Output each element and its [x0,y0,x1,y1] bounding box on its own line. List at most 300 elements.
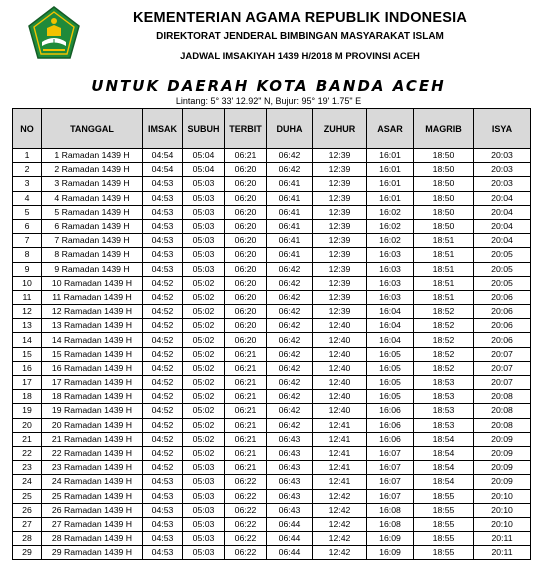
cell-isya: 20:03 [474,149,531,163]
table-row [13,305,531,319]
cell-duha: 06:43 [267,461,313,475]
cell-magrib: 18:53 [414,376,474,390]
cell-duha: 06:42 [267,149,313,163]
cell-no: 12 [13,305,42,319]
cell-subuh: 05:02 [183,404,225,418]
cell-no: 25 [13,489,42,503]
cell-subuh: 05:02 [183,418,225,432]
cell-duha: 06:44 [267,532,313,546]
cell-terbit: 06:22 [225,517,267,531]
cell-duha: 06:43 [267,489,313,503]
table-header-row [13,109,531,149]
table-row [13,517,531,531]
schedule-title: JADWAL IMSAKIYAH 1439 H/2018 M PROVINSI ACEH [180,51,420,62]
cell-terbit: 06:21 [225,461,267,475]
cell-isya: 20:09 [474,475,531,489]
cell-imsak: 04:54 [143,149,183,163]
table-row [13,432,531,446]
cell-date: 8 Ramadan 1439 H [42,248,143,262]
cell-subuh: 05:03 [183,177,225,191]
cell-asar: 16:09 [367,546,414,560]
cell-date: 1 Ramadan 1439 H [42,149,143,163]
cell-zuhur: 12:39 [313,305,367,319]
cell-imsak: 04:52 [143,446,183,460]
cell-magrib: 18:52 [414,305,474,319]
cell-isya: 20:04 [474,234,531,248]
cell-imsak: 04:52 [143,432,183,446]
cell-subuh: 05:04 [183,163,225,177]
column-header-terbit: TERBIT [225,109,267,149]
column-header-zuhur: ZUHUR [313,109,367,149]
cell-isya: 20:05 [474,276,531,290]
cell-date: 10 Ramadan 1439 H [42,276,143,290]
cell-terbit: 06:21 [225,376,267,390]
cell-zuhur: 12:40 [313,319,367,333]
cell-asar: 16:07 [367,446,414,460]
cell-subuh: 05:03 [183,546,225,560]
table-row [13,532,531,546]
cell-asar: 16:01 [367,177,414,191]
cell-zuhur: 12:40 [313,333,367,347]
cell-imsak: 04:53 [143,219,183,233]
cell-no: 4 [13,191,42,205]
cell-magrib: 18:50 [414,191,474,205]
cell-terbit: 06:21 [225,432,267,446]
cell-no: 19 [13,404,42,418]
column-header-tanggal: TANGGAL [42,109,143,149]
cell-date: 17 Ramadan 1439 H [42,376,143,390]
cell-terbit: 06:22 [225,475,267,489]
cell-no: 28 [13,532,42,546]
cell-subuh: 05:02 [183,376,225,390]
table-row [13,446,531,460]
imsakiyah-table [12,108,531,560]
cell-subuh: 05:02 [183,290,225,304]
table-row [13,361,531,375]
table-row [13,276,531,290]
cell-imsak: 04:53 [143,177,183,191]
cell-zuhur: 12:39 [313,234,367,248]
cell-subuh: 05:02 [183,390,225,404]
cell-duha: 06:42 [267,404,313,418]
table-row [13,347,531,361]
column-header-magrib: MAGRIB [414,109,474,149]
table-row [13,418,531,432]
cell-subuh: 05:03 [183,489,225,503]
cell-magrib: 18:55 [414,489,474,503]
table-row [13,404,531,418]
cell-terbit: 06:21 [225,418,267,432]
cell-magrib: 18:51 [414,234,474,248]
cell-isya: 20:05 [474,248,531,262]
cell-magrib: 18:55 [414,517,474,531]
cell-no: 8 [13,248,42,262]
cell-asar: 16:04 [367,305,414,319]
directorate-title: DIREKTORAT JENDERAL BIMBINGAN MASYARAKAT ISLAM [156,31,444,42]
cell-zuhur: 12:40 [313,390,367,404]
cell-zuhur: 12:39 [313,191,367,205]
cell-imsak: 04:53 [143,503,183,517]
cell-date: 18 Ramadan 1439 H [42,390,143,404]
cell-isya: 20:05 [474,262,531,276]
cell-imsak: 04:52 [143,418,183,432]
cell-zuhur: 12:42 [313,546,367,560]
cell-magrib: 18:55 [414,546,474,560]
cell-duha: 06:42 [267,390,313,404]
cell-date: 16 Ramadan 1439 H [42,361,143,375]
cell-terbit: 06:20 [225,305,267,319]
cell-asar: 16:05 [367,361,414,375]
cell-date: 29 Ramadan 1439 H [42,546,143,560]
cell-subuh: 05:03 [183,248,225,262]
cell-terbit: 06:21 [225,361,267,375]
column-header-duha: DUHA [267,109,313,149]
cell-imsak: 04:52 [143,361,183,375]
cell-isya: 20:06 [474,333,531,347]
cell-zuhur: 12:40 [313,376,367,390]
cell-asar: 16:03 [367,248,414,262]
kemenag-logo-icon [27,6,81,60]
cell-duha: 06:43 [267,475,313,489]
region-title: UNTUK DAERAH KOTA BANDA ACEH [91,77,446,95]
cell-isya: 20:04 [474,191,531,205]
cell-imsak: 04:53 [143,489,183,503]
table-row [13,546,531,560]
cell-isya: 20:10 [474,517,531,531]
cell-date: 11 Ramadan 1439 H [42,290,143,304]
cell-isya: 20:07 [474,347,531,361]
column-header-asar: ASAR [367,109,414,149]
cell-isya: 20:08 [474,390,531,404]
cell-imsak: 04:53 [143,546,183,560]
cell-zuhur: 12:40 [313,361,367,375]
cell-magrib: 18:51 [414,262,474,276]
table-row [13,149,531,163]
cell-terbit: 06:20 [225,262,267,276]
cell-isya: 20:07 [474,361,531,375]
cell-subuh: 05:03 [183,191,225,205]
cell-no: 27 [13,517,42,531]
cell-date: 14 Ramadan 1439 H [42,333,143,347]
cell-subuh: 05:03 [183,205,225,219]
cell-date: 23 Ramadan 1439 H [42,461,143,475]
cell-imsak: 04:53 [143,517,183,531]
cell-no: 6 [13,219,42,233]
cell-duha: 06:42 [267,361,313,375]
cell-duha: 06:43 [267,432,313,446]
cell-duha: 06:43 [267,503,313,517]
cell-duha: 06:41 [267,219,313,233]
cell-asar: 16:05 [367,376,414,390]
cell-zuhur: 12:39 [313,149,367,163]
cell-imsak: 04:52 [143,319,183,333]
cell-asar: 16:03 [367,262,414,276]
cell-terbit: 06:21 [225,149,267,163]
cell-subuh: 05:03 [183,262,225,276]
cell-zuhur: 12:41 [313,418,367,432]
cell-zuhur: 12:39 [313,276,367,290]
cell-date: 25 Ramadan 1439 H [42,489,143,503]
cell-date: 21 Ramadan 1439 H [42,432,143,446]
cell-date: 9 Ramadan 1439 H [42,262,143,276]
cell-date: 24 Ramadan 1439 H [42,475,143,489]
document-header [0,0,537,120]
cell-no: 22 [13,446,42,460]
cell-no: 16 [13,361,42,375]
cell-duha: 06:42 [267,333,313,347]
cell-magrib: 18:55 [414,532,474,546]
table-row [13,503,531,517]
cell-date: 4 Ramadan 1439 H [42,191,143,205]
cell-isya: 20:06 [474,319,531,333]
cell-isya: 20:04 [474,205,531,219]
cell-asar: 16:03 [367,276,414,290]
cell-duha: 06:42 [267,290,313,304]
cell-subuh: 05:03 [183,517,225,531]
cell-subuh: 05:03 [183,234,225,248]
cell-no: 17 [13,376,42,390]
cell-subuh: 05:02 [183,432,225,446]
table-row [13,177,531,191]
cell-magrib: 18:50 [414,205,474,219]
cell-subuh: 05:02 [183,333,225,347]
table-row [13,390,531,404]
table-row [13,376,531,390]
cell-isya: 20:09 [474,461,531,475]
cell-magrib: 18:54 [414,475,474,489]
cell-imsak: 04:53 [143,248,183,262]
cell-terbit: 06:20 [225,333,267,347]
cell-duha: 06:43 [267,446,313,460]
cell-subuh: 05:02 [183,446,225,460]
cell-subuh: 05:03 [183,532,225,546]
cell-isya: 20:06 [474,305,531,319]
cell-magrib: 18:51 [414,248,474,262]
cell-no: 3 [13,177,42,191]
cell-date: 5 Ramadan 1439 H [42,205,143,219]
cell-imsak: 04:52 [143,276,183,290]
cell-no: 15 [13,347,42,361]
cell-terbit: 06:20 [225,219,267,233]
cell-no: 21 [13,432,42,446]
cell-terbit: 06:20 [225,205,267,219]
cell-isya: 20:03 [474,177,531,191]
cell-duha: 06:44 [267,517,313,531]
cell-imsak: 04:53 [143,205,183,219]
cell-asar: 16:06 [367,404,414,418]
cell-subuh: 05:04 [183,149,225,163]
table-row [13,290,531,304]
column-header-no: NO [13,109,42,149]
cell-duha: 06:44 [267,546,313,560]
cell-magrib: 18:53 [414,390,474,404]
cell-no: 13 [13,319,42,333]
cell-terbit: 06:22 [225,532,267,546]
cell-date: 6 Ramadan 1439 H [42,219,143,233]
cell-isya: 20:09 [474,446,531,460]
cell-no: 2 [13,163,42,177]
cell-terbit: 06:20 [225,319,267,333]
cell-date: 13 Ramadan 1439 H [42,319,143,333]
cell-zuhur: 12:41 [313,461,367,475]
cell-duha: 06:42 [267,276,313,290]
table-row [13,489,531,503]
cell-asar: 16:07 [367,489,414,503]
cell-imsak: 04:52 [143,461,183,475]
cell-magrib: 18:53 [414,418,474,432]
cell-date: 27 Ramadan 1439 H [42,517,143,531]
cell-zuhur: 12:39 [313,219,367,233]
cell-asar: 16:01 [367,191,414,205]
cell-isya: 20:11 [474,546,531,560]
cell-no: 26 [13,503,42,517]
column-header-imsak: IMSAK [143,109,183,149]
cell-asar: 16:02 [367,219,414,233]
cell-zuhur: 12:39 [313,290,367,304]
cell-subuh: 05:02 [183,347,225,361]
cell-terbit: 06:20 [225,163,267,177]
cell-no: 7 [13,234,42,248]
cell-terbit: 06:20 [225,276,267,290]
cell-terbit: 06:20 [225,248,267,262]
cell-asar: 16:01 [367,163,414,177]
cell-subuh: 05:02 [183,305,225,319]
cell-terbit: 06:22 [225,503,267,517]
table-row [13,475,531,489]
cell-magrib: 18:52 [414,319,474,333]
cell-subuh: 05:03 [183,461,225,475]
cell-subuh: 05:02 [183,276,225,290]
cell-duha: 06:42 [267,319,313,333]
cell-no: 24 [13,475,42,489]
cell-asar: 16:05 [367,390,414,404]
cell-zuhur: 12:42 [313,503,367,517]
cell-magrib: 18:54 [414,461,474,475]
cell-magrib: 18:50 [414,219,474,233]
table-row [13,234,531,248]
cell-terbit: 06:20 [225,191,267,205]
cell-zuhur: 12:39 [313,262,367,276]
cell-isya: 20:11 [474,532,531,546]
cell-no: 10 [13,276,42,290]
cell-magrib: 18:51 [414,290,474,304]
cell-duha: 06:42 [267,305,313,319]
cell-asar: 16:06 [367,432,414,446]
cell-asar: 16:07 [367,461,414,475]
cell-no: 20 [13,418,42,432]
cell-zuhur: 12:39 [313,163,367,177]
cell-no: 5 [13,205,42,219]
coordinates-text: Lintang: 5° 33' 12.92" N, Bujur: 95° 19' 1.75" E [175,96,362,106]
table-row [13,262,531,276]
cell-terbit: 06:21 [225,347,267,361]
cell-asar: 16:02 [367,205,414,219]
cell-asar: 16:08 [367,503,414,517]
cell-duha: 06:42 [267,418,313,432]
cell-magrib: 18:52 [414,333,474,347]
cell-terbit: 06:20 [225,234,267,248]
cell-zuhur: 12:42 [313,532,367,546]
cell-zuhur: 12:41 [313,432,367,446]
cell-duha: 06:42 [267,262,313,276]
cell-asar: 16:07 [367,475,414,489]
table-row [13,319,531,333]
table-row [13,191,531,205]
cell-no: 29 [13,546,42,560]
cell-no: 11 [13,290,42,304]
cell-zuhur: 12:42 [313,489,367,503]
cell-no: 1 [13,149,42,163]
cell-magrib: 18:52 [414,347,474,361]
cell-zuhur: 12:40 [313,347,367,361]
cell-terbit: 06:21 [225,404,267,418]
cell-asar: 16:03 [367,290,414,304]
cell-duha: 06:41 [267,177,313,191]
cell-isya: 20:09 [474,432,531,446]
cell-subuh: 05:03 [183,219,225,233]
cell-terbit: 06:20 [225,290,267,304]
cell-magrib: 18:54 [414,432,474,446]
cell-imsak: 04:53 [143,475,183,489]
cell-duha: 06:42 [267,347,313,361]
cell-imsak: 04:52 [143,290,183,304]
cell-imsak: 04:52 [143,333,183,347]
cell-isya: 20:04 [474,219,531,233]
cell-zuhur: 12:39 [313,205,367,219]
cell-terbit: 06:21 [225,390,267,404]
cell-imsak: 04:52 [143,404,183,418]
cell-no: 14 [13,333,42,347]
cell-date: 28 Ramadan 1439 H [42,532,143,546]
cell-isya: 20:08 [474,404,531,418]
cell-zuhur: 12:40 [313,404,367,418]
cell-zuhur: 12:39 [313,177,367,191]
cell-terbit: 06:20 [225,177,267,191]
table-row [13,248,531,262]
cell-magrib: 18:55 [414,503,474,517]
cell-asar: 16:01 [367,149,414,163]
cell-zuhur: 12:41 [313,475,367,489]
cell-zuhur: 12:41 [313,446,367,460]
cell-terbit: 06:21 [225,446,267,460]
cell-magrib: 18:52 [414,361,474,375]
cell-magrib: 18:50 [414,177,474,191]
cell-no: 23 [13,461,42,475]
cell-isya: 20:10 [474,489,531,503]
column-header-subuh: SUBUH [183,109,225,149]
cell-magrib: 18:54 [414,446,474,460]
cell-isya: 20:08 [474,418,531,432]
cell-duha: 06:42 [267,376,313,390]
cell-imsak: 04:52 [143,376,183,390]
cell-imsak: 04:53 [143,262,183,276]
cell-isya: 20:03 [474,163,531,177]
table-row [13,163,531,177]
cell-asar: 16:04 [367,333,414,347]
cell-date: 12 Ramadan 1439 H [42,305,143,319]
cell-terbit: 06:22 [225,546,267,560]
cell-no: 18 [13,390,42,404]
cell-date: 26 Ramadan 1439 H [42,503,143,517]
cell-magrib: 18:51 [414,276,474,290]
cell-date: 20 Ramadan 1439 H [42,418,143,432]
table-row [13,205,531,219]
cell-imsak: 04:54 [143,163,183,177]
table-row [13,333,531,347]
cell-date: 7 Ramadan 1439 H [42,234,143,248]
cell-asar: 16:05 [367,347,414,361]
column-header-isya: ISYA [474,109,531,149]
